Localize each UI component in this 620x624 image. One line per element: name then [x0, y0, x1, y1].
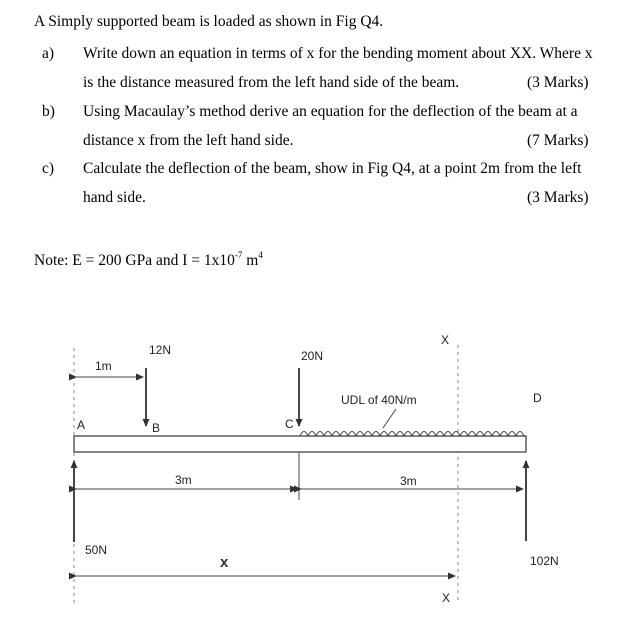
label-point-b: B: [152, 421, 161, 435]
part-a-marks: (3 Marks): [527, 74, 589, 91]
part-c-line1: Calculate the deflection of the beam, show in Fig Q4, at a point 2m from the left: [83, 160, 582, 177]
label-dim-a-c: 3m: [175, 473, 192, 487]
label-load-b: 12N: [149, 343, 172, 357]
part-b-line1: Using Macaulay’s method derive an equation for the deflection of the beam at a: [83, 103, 578, 120]
label-point-d: D: [533, 391, 542, 405]
part-b-label: b): [42, 103, 55, 120]
part-a-label: a): [42, 45, 55, 62]
part-b-marks: (7 Marks): [527, 132, 589, 149]
label-section-x-top: X: [441, 333, 450, 347]
label-dim-c-d: 3m: [400, 474, 417, 488]
label-point-c: C: [285, 417, 294, 431]
label-reaction-left: 50N: [85, 543, 108, 557]
part-b-line2: distance x from the left hand side.: [83, 132, 294, 149]
label-udl: UDL of 40N/m: [341, 393, 417, 407]
question-intro: A Simply supported beam is loaded as shown in Fig Q4.: [34, 13, 384, 30]
label-point-a: A: [77, 418, 86, 432]
label-section-x-bottom: X: [442, 591, 451, 605]
part-c-label: c): [42, 160, 55, 177]
note-unit: m: [242, 252, 259, 269]
label-load-c: 20N: [301, 349, 324, 363]
note-unit-exponent: 4: [258, 250, 263, 260]
label-x-distance: x: [220, 554, 229, 571]
udl-coils: [300, 432, 524, 437]
beam: [74, 436, 526, 452]
part-c-marks: (3 Marks): [527, 189, 589, 206]
part-c-line2: hand side.: [83, 189, 146, 206]
note-prefix: Note: E = 200 GPa and I = 1x10: [34, 252, 235, 269]
label-dim-a-b: 1m: [95, 359, 112, 373]
udl-pointer-line: [383, 409, 396, 428]
label-reaction-right: 102N: [530, 554, 559, 568]
note-exponent: -7: [234, 250, 243, 260]
part-a-line1: Write down an equation in terms of x for the bending moment about XX. Where x: [83, 45, 593, 62]
part-a-line2: is the distance measured from the left hand side of the beam.: [83, 74, 460, 91]
